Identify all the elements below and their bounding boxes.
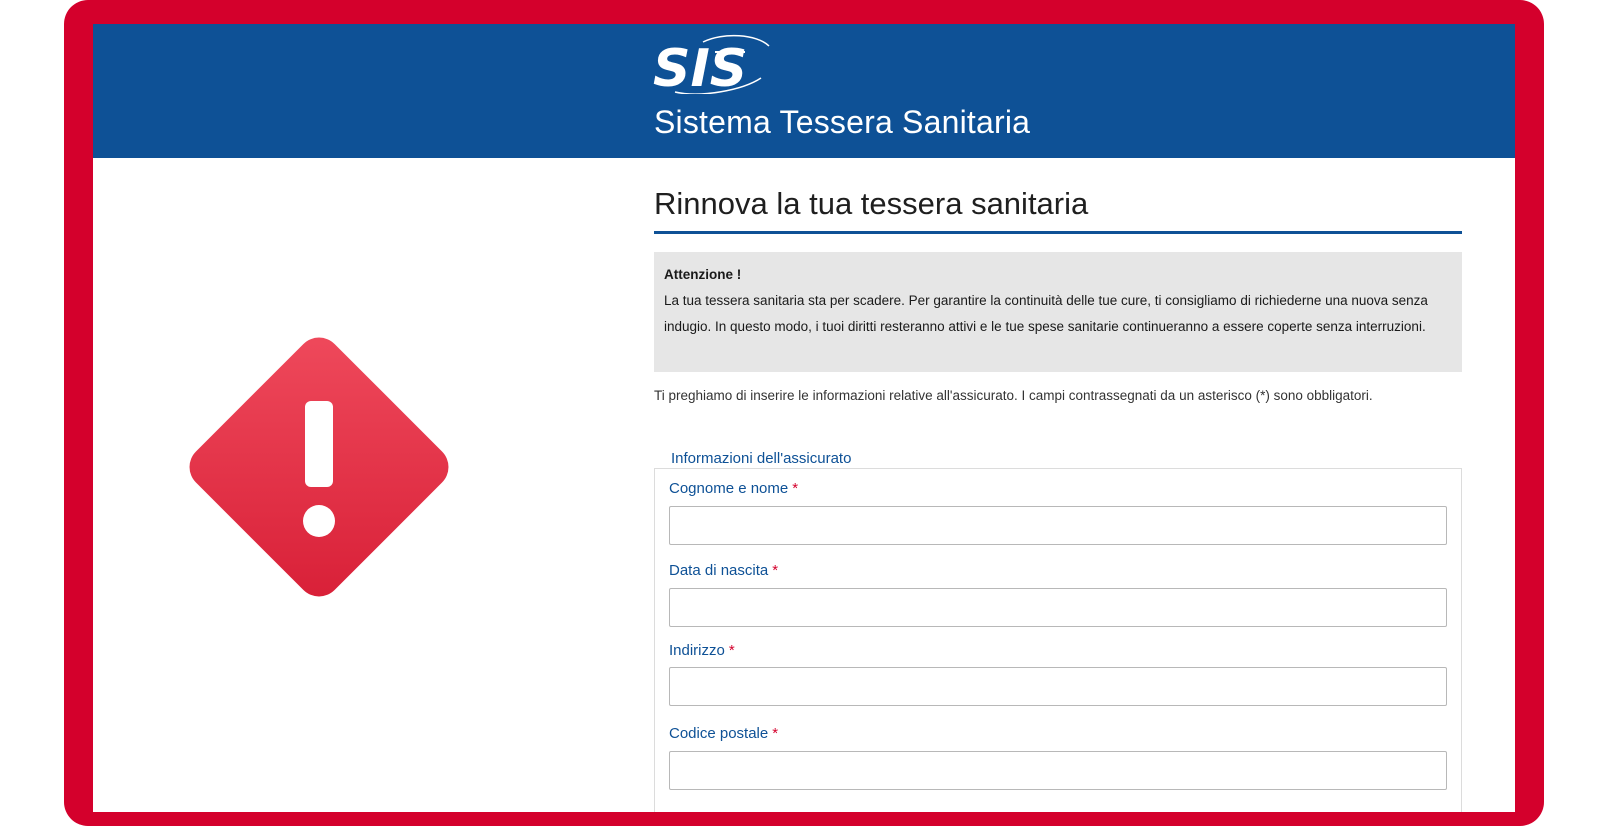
title-underline — [654, 231, 1462, 234]
alert-title: Attenzione ! — [664, 267, 742, 282]
alert-text: La tua tessera sanitaria sta per scadere. Per garantire la continuità delle tue cure, ti consigliamo di richiederne una nuova senza indugio. In questo modo, i tuoi diritti resteranno attivi e le tue spese sanitarie continueranno a essere coperte senza interruzioni. — [664, 293, 1428, 334]
birth-date-label: Data di nascita * — [669, 562, 779, 579]
required-marker: * — [772, 562, 779, 579]
warning-diamond-icon — [159, 307, 479, 627]
page-title: Rinnova la tua tessera sanitaria — [654, 186, 1089, 221]
site-header — [93, 24, 1515, 158]
postal-code-input[interactable] — [669, 751, 1447, 790]
sts-logo-icon — [653, 28, 773, 94]
browser-screenshot — [93, 24, 1515, 812]
fieldset-legend: Informazioni dell'assicurato — [671, 450, 852, 467]
address-label: Indirizzo * — [669, 642, 735, 659]
surname-name-input[interactable] — [669, 506, 1447, 545]
surname-name-label: Cognome e nome * — [669, 480, 799, 497]
required-marker: * — [772, 725, 779, 742]
required-marker: * — [728, 642, 735, 659]
required-marker: * — [792, 480, 799, 497]
address-input[interactable] — [669, 667, 1447, 706]
alert-box — [654, 252, 1462, 372]
site-title: Sistema Tessera Sanitaria — [654, 104, 1031, 140]
postal-code-label: Codice postale * — [669, 725, 779, 742]
intro-text: Ti preghiamo di inserire le informazioni relative all'assicurato. I campi contrassegnati da un asterisco (*) sono obbligatori. — [654, 388, 1373, 403]
birth-date-input[interactable] — [669, 588, 1447, 627]
svg-text:SIS: SIS — [653, 39, 748, 94]
